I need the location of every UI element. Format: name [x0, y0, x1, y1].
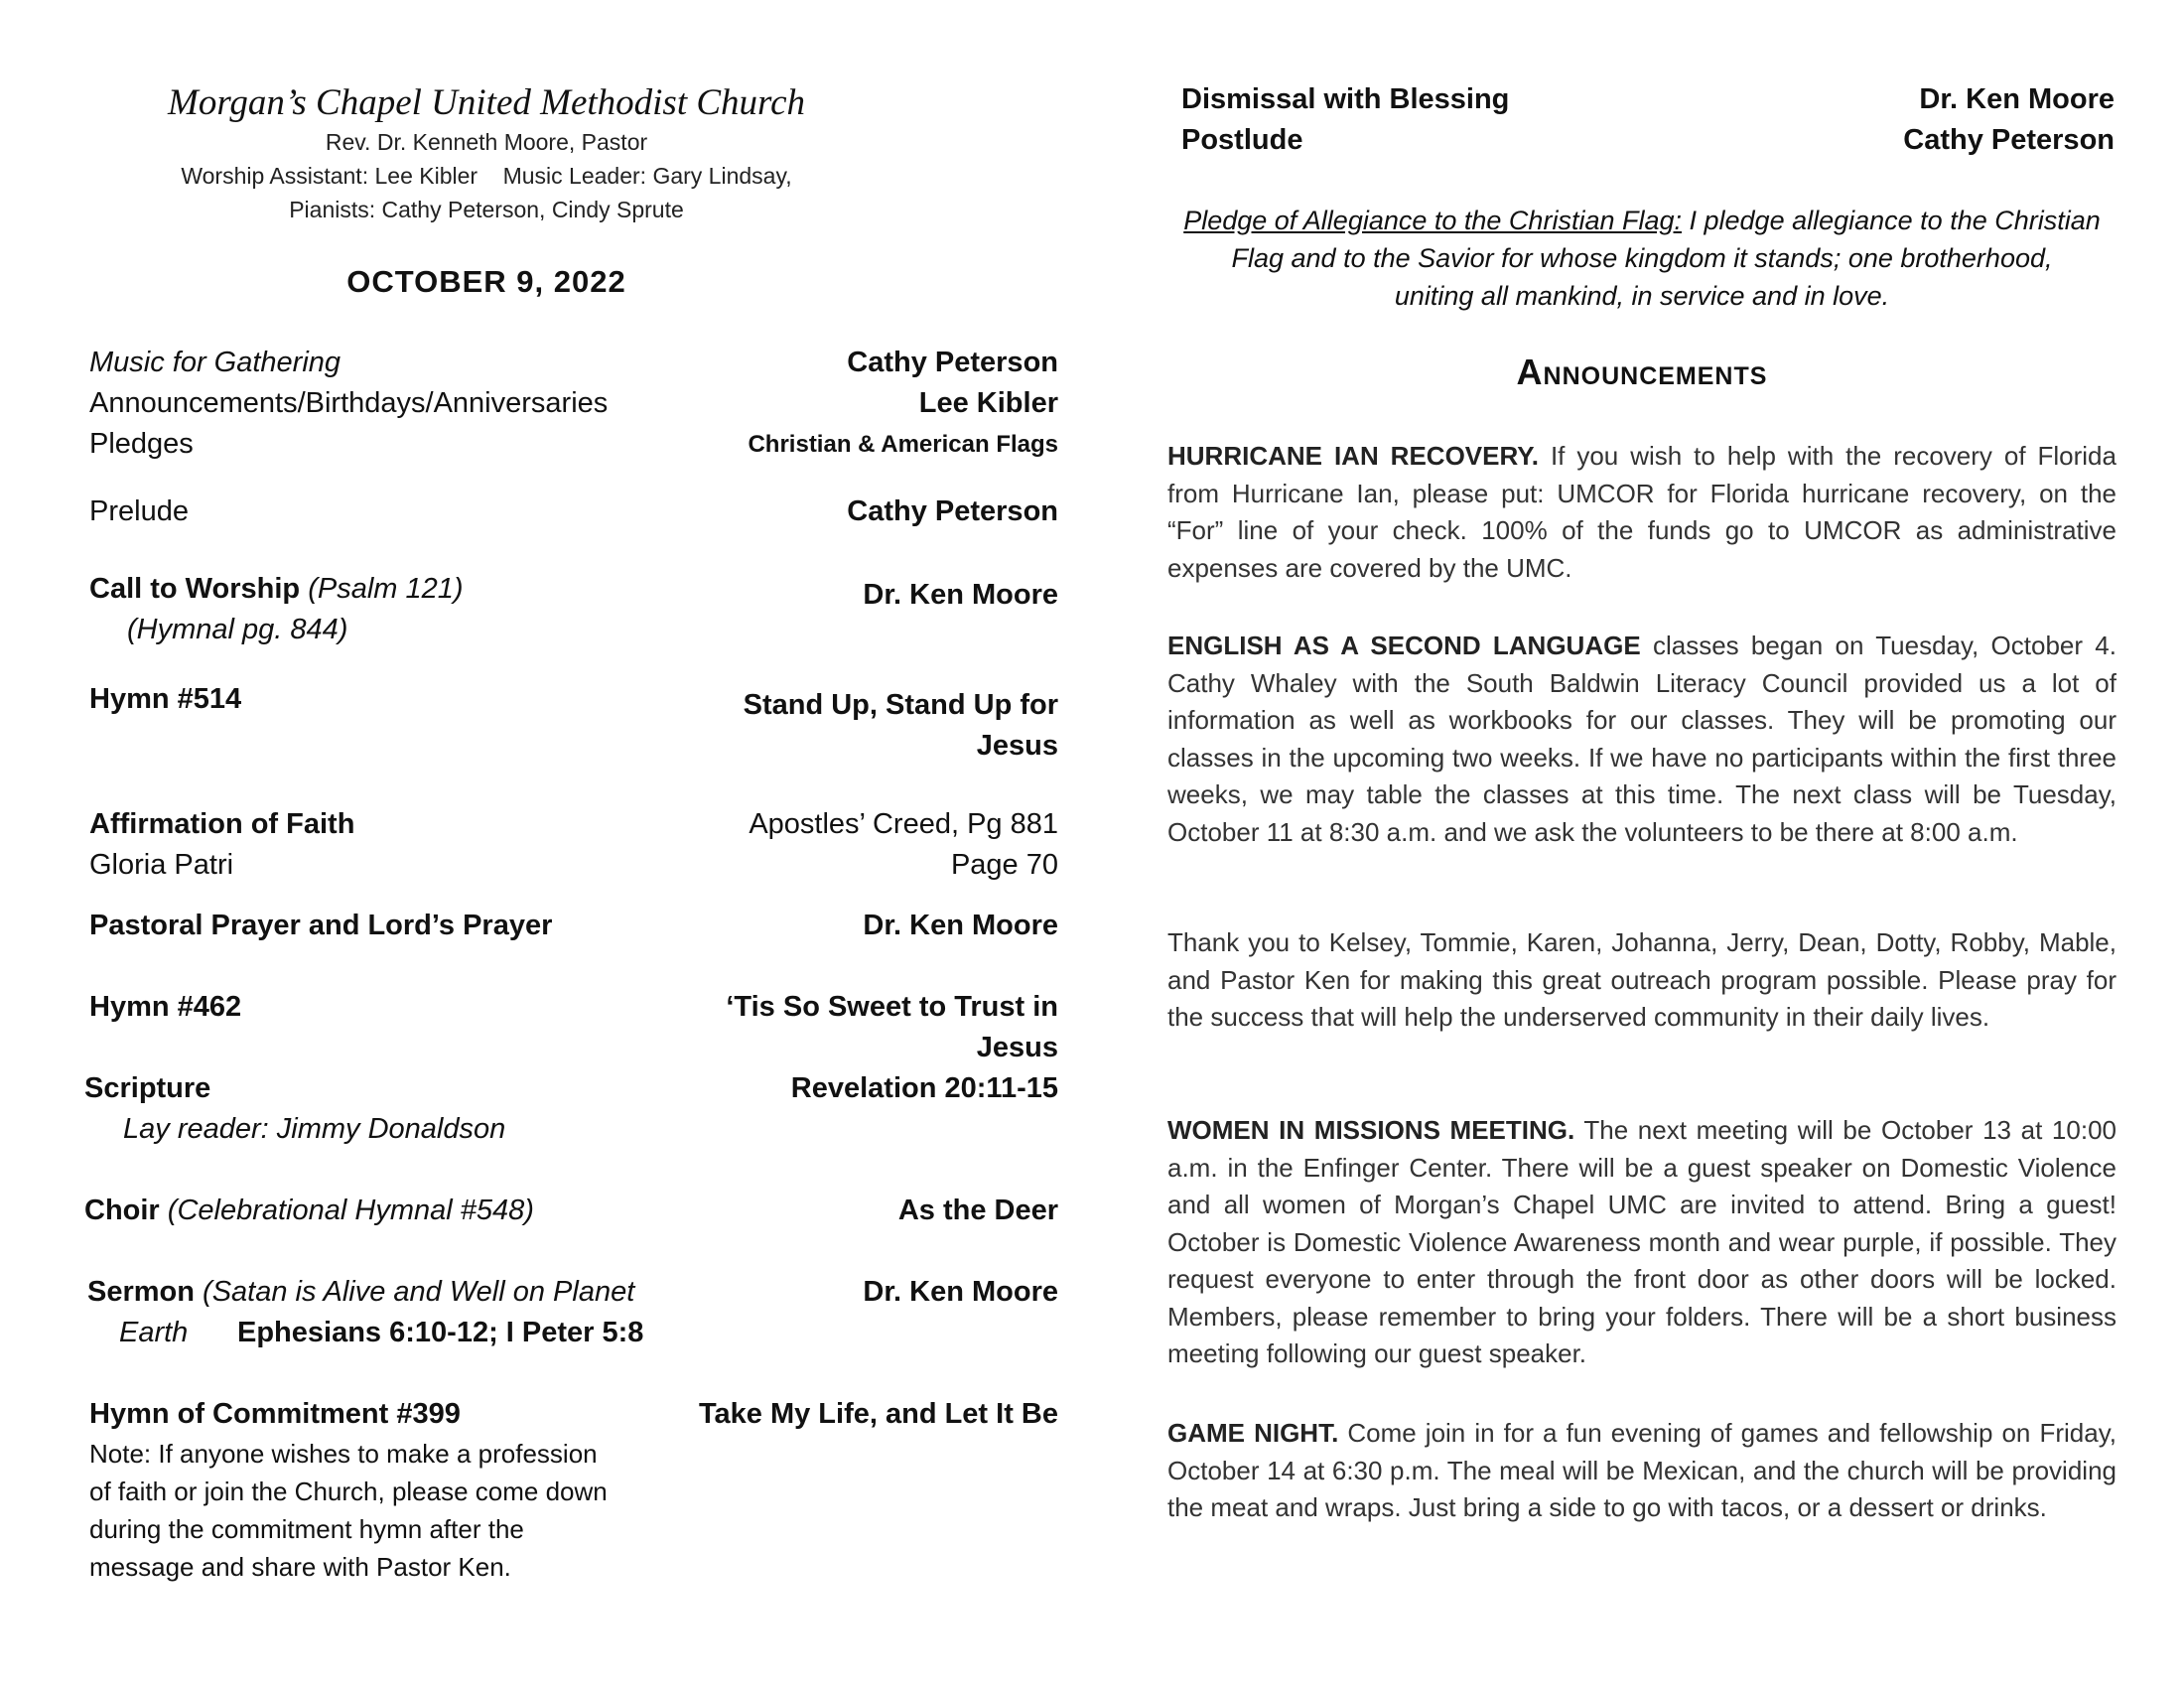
item-label: Sermon [87, 1276, 195, 1308]
item-leader: Christian & American Flags [748, 431, 1058, 458]
announcement-body: The next meeting will be October 13 at 10:00 a.m. in the Enfinger Center. There will be a guest speaker on Domestic Violence and all women of Morgan’s Chapel UMC are invited to attend. Bring a guest! October is Domestic Violence Awareness month and wear purple, if possible. They request everyone to enter through the front door as other doors will be locked. Members, please remember to bring your folders. There will be a short business meeting following our guest speaker. [1167, 1115, 2116, 1368]
choir-title: As the Deer [897, 1195, 1058, 1226]
announcement-thanks [1167, 924, 2116, 1037]
item-reference: (Celebrational Hymnal #548) [167, 1195, 534, 1226]
item-leader: Apostles’ Creed, Pg 881 [749, 808, 1058, 840]
announcement-lead: WOMEN IN MISSIONS MEETING. [1167, 1115, 1575, 1145]
hymn-title-line-1: Stand Up, Stand Up for [743, 689, 1058, 721]
announcement-lead: ENGLISH AS A SECOND LANGUAGE [1167, 631, 1641, 660]
announcement-lead: GAME NIGHT. [1167, 1418, 1339, 1448]
announcement-body: classes began on Tuesday, October 4. Cathy Whaley with the South Baldwin Literacy Council provided us a lot of information as well as workbooks for our classes. They will be promoting our classes in the upcoming two weeks. If we have no participants within the first three weeks, we may table the classes at this time. The next class will be Tuesday, October 11 at 8:30 a.m. and we ask the volunteers to be there at 8:00 a.m. [1167, 631, 2116, 847]
hymn-title-line-1: ‘Tis So Sweet to Trust in [726, 991, 1058, 1023]
item-label: Affirmation of Faith [89, 808, 355, 840]
pledge-text: I pledge allegiance to the Christian [1682, 206, 2101, 235]
commitment-hymn-title: Take My Life, and Let It Be [698, 1398, 1058, 1430]
item-label: Postlude [1181, 124, 1303, 156]
item-reference: (Psalm 121) [308, 573, 464, 605]
hymn-title-line-2: Jesus [976, 1032, 1058, 1063]
announcement-game-night [1167, 1415, 2116, 1527]
announcement-body: Come join in for a fun evening of games and fellowship on Friday, October 14 at 6:30 p.m. The meal will be Mexican, and the church will be providing the meat and wraps. Just bring a side to go with tacos, or a dessert or drinks. [1167, 1418, 2116, 1522]
item-leader: Dr. Ken Moore [1919, 83, 2115, 115]
item-label: Pastoral Prayer and Lord’s Prayer [89, 910, 553, 941]
sermon-refs: Ephesians 6:10-12; I Peter 5:8 [237, 1317, 644, 1348]
commitment-note-line: message and share with Pastor Ken. [89, 1552, 511, 1582]
commitment-note-line: Note: If anyone wishes to make a profession [89, 1439, 598, 1469]
announcements-heading: Announcements [1516, 352, 1768, 392]
item-label: Hymn #462 [89, 991, 242, 1023]
item-leader: Page 70 [950, 849, 1058, 881]
christian-flag-pledge [1167, 202, 2116, 315]
service-date: OCTOBER 9, 2022 [346, 264, 626, 299]
item-label: Hymn #514 [89, 683, 242, 715]
pledge-text: uniting all mankind, in service and in love. [1394, 281, 1890, 311]
item-reference: (Hymnal pg. 844) [127, 614, 348, 645]
item-label: Scripture [84, 1072, 211, 1104]
announcement-body: Thank you to Kelsey, Tommie, Karen, Johanna, Jerry, Dean, Dotty, Robby, Mable, and Pastor Ken for making this great outreach program possible. Please pray for the success that will help the underserved community in their daily lives. [1167, 927, 2116, 1032]
item-label: Gloria Patri [89, 849, 234, 881]
item-leader: Lee Kibler [918, 387, 1058, 419]
item-leader: Dr. Ken Moore [863, 910, 1058, 941]
item-label: Call to Worship [89, 573, 301, 605]
pledge-label: Pledge of Allegiance to the Christian Flag: [1183, 206, 1682, 235]
sermon-title: (Satan is Alive and Well on Planet [203, 1276, 635, 1308]
item-leader: Cathy Peterson [847, 347, 1058, 378]
lay-reader: Lay reader: Jimmy Donaldson [123, 1113, 506, 1145]
sermon-title-cont: Earth [119, 1317, 189, 1348]
announcement-esl [1167, 628, 2116, 851]
item-label: Announcements/Birthdays/Anniversaries [89, 387, 609, 419]
item-leader: Cathy Peterson [847, 495, 1058, 527]
church-name: Morgan’s Chapel United Methodist Church [168, 82, 805, 123]
item-label: Dismissal with Blessing [1181, 83, 1510, 115]
item-leader: Dr. Ken Moore [863, 579, 1058, 611]
announcement-hurricane [1167, 438, 2116, 587]
item-label: Prelude [89, 495, 189, 527]
pledge-text: Flag and to the Savior for whose kingdom it stands; one brotherhood, [1231, 243, 2053, 273]
item-leader: Dr. Ken Moore [863, 1276, 1058, 1308]
announcement-lead: HURRICANE IAN RECOVERY. [1167, 441, 1539, 471]
commitment-note-line: of faith or join the Church, please come down [89, 1477, 608, 1506]
item-leader: Cathy Peterson [1903, 124, 2115, 156]
pianists-line: Pianists: Cathy Peterson, Cindy Sprute [289, 197, 684, 222]
assistant-line: Worship Assistant: Lee Kibler Music Leader: Gary Lindsay, [181, 163, 792, 189]
scripture-reference: Revelation 20:11-15 [790, 1072, 1058, 1104]
item-label: Music for Gathering [89, 347, 341, 378]
item-label: Choir [84, 1195, 160, 1226]
item-label: Pledges [89, 428, 194, 460]
hymn-title-line-2: Jesus [976, 730, 1058, 762]
announcement-body: If you wish to help with the recovery of Florida from Hurricane Ian, please put: UMCOR for Florida hurricane recovery, on the “For” line of your check. 100% of the funds go to UMCOR as administrative expenses are covered by the UMC. [1167, 441, 2116, 583]
commitment-note-line: during the commitment hymn after the [89, 1514, 524, 1544]
item-label: Hymn of Commitment #399 [89, 1398, 461, 1430]
pastor-line: Rev. Dr. Kenneth Moore, Pastor [325, 129, 648, 155]
announcement-women-missions [1167, 1112, 2116, 1373]
